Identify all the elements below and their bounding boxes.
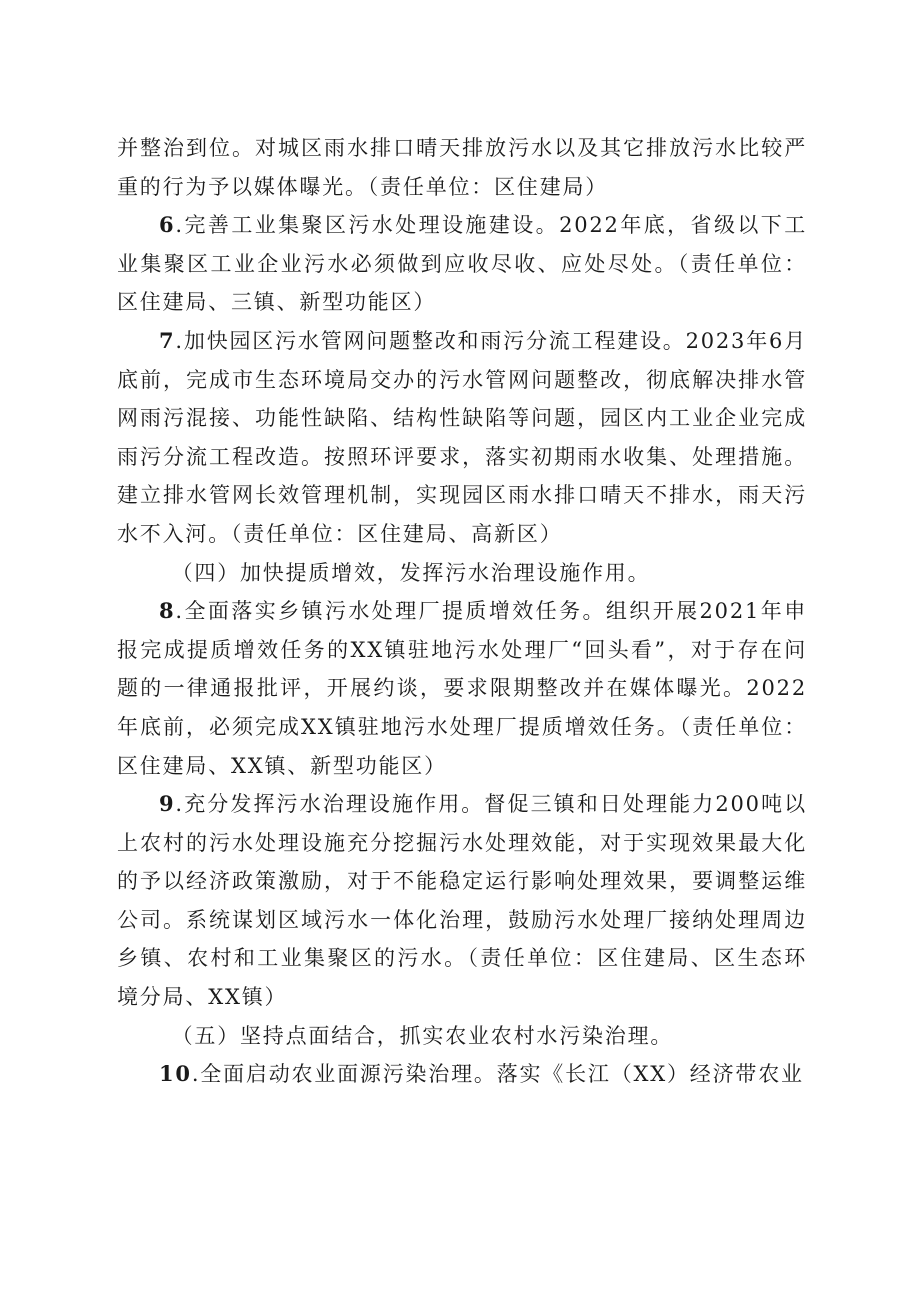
item-number: 6 [159,212,176,238]
paragraph-item-9 [117,785,807,1017]
section-heading-4 [117,554,807,593]
paragraph-text: 并整治到位。对城区雨水排口晴天排放污水以及其它排放污水比较严重的行为予以媒体曝光。（责任单位：区住建局） [117,136,807,199]
heading-text: （五）坚持点面结合，抓实农业农村水污染治理。 [171,1023,674,1048]
paragraph-item-8 [117,592,807,785]
item-number: 10 [159,1061,192,1087]
document-body [117,129,807,1094]
paragraph-item-7 [117,322,807,554]
section-heading-5 [117,1017,807,1056]
item-number: 7 [159,327,176,353]
paragraph-text: .充分发挥污水治理设施作用。督促三镇和日处理能力200吨以上农村的污水处理设施充分挖掘污水处理效能，对于实现效果最大化的予以经济政策激励，对于不能稳定运行影响处理效果，要调整运维公司。系统谋划区域污水一体化治理，鼓励污水处理厂接纳处理周边乡镇、农村和工业集聚区的污水。（责任单位：区住建局、区生态环境分局、XX镇） [117,792,807,1010]
item-number: 8 [159,598,176,624]
paragraph-text: .全面落实乡镇污水处理厂提质增效任务。组织开展2021年申报完成提质增效任务的XX镇驻地污水处理厂“回头看”，对于存在问题的一律通报批评，开展约谈，要求限期整改并在媒体曝光。2022年底前，必须完成XX镇驻地污水处理厂提质增效任务。（责任单位：区住建局、XX镇、新型功能区） [117,599,807,778]
paragraph-text: .加快园区污水管网问题整改和雨污分流工程建设。2023年6月底前，完成市生态环境局交办的污水管网问题整改，彻底解决排水管网雨污混接、功能性缺陷、结构性缺陷等问题，园区内工业企业完成雨污分流工程改造。按照环评要求，落实初期雨水收集、处理措施。建立排水管网长效管理机制，实现园区雨水排口晴天不排水，雨天污水不入河。（责任单位：区住建局、高新区） [117,328,807,546]
item-number: 9 [159,791,176,817]
paragraph-continuation [117,129,807,206]
paragraph-item-10 [117,1055,807,1094]
paragraph-text: .全面启动农业面源污染治理。落实《长江（XX）经济带农业 [191,1062,804,1087]
paragraph-item-6 [117,206,807,322]
paragraph-text: .完善工业集聚区污水处理设施建设。2022年底，省级以下工业集聚区工业企业污水必须做到应收尽收、应处尽处。（责任单位：区住建局、三镇、新型功能区） [117,213,807,315]
heading-text: （四）加快提质增效，发挥污水治理设施作用。 [171,560,651,585]
